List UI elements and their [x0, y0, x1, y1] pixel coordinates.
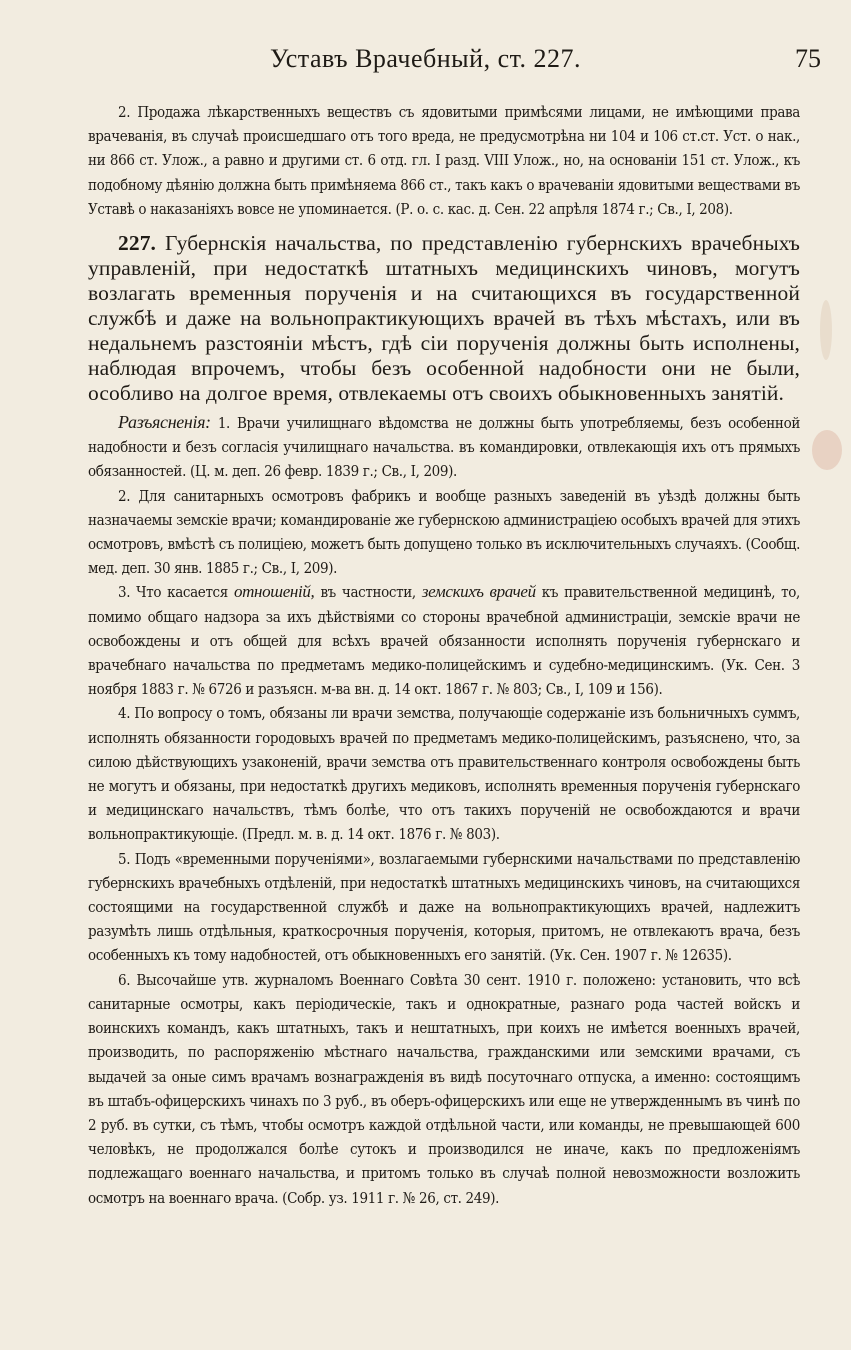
paper-stain: [812, 430, 842, 470]
page-header: [0, 40, 851, 80]
explanation-3-part-c: къ правительственной медицинѣ, то, помимо общаго надзора за ихъ дѣйствіями со стороны врачебной администраціи, земскіе врачи не освобождены и отъ общей для всѣхъ врачей обязанности исполнять порученія губернскаго и врачебнаго начальства по предметамъ медико-полицейскимъ и судебно-медицинскимъ. (Ук. Сен. 3 ноября 1883 г. № 6726 и разъясн. м-ва вн. д. 14 окт. 1867 г. № 803; Св., I, 109 и 156).: [88, 583, 800, 699]
explanation-4: 4. По вопросу о томъ, обязаны ли врачи земства, получающіе содержаніе изъ больничныхъ суммъ, исполнять обязанности городовыхъ врачей по предметамъ медико-полицейскимъ, разъяснено, что, за силою дѣйствующихъ узаконеній, врачи земства отъ правительственнаго контроля освобождены быть не могутъ и обязаны, при недостаткѣ другихъ медиковъ, исполнять временныя порученія губернскаго и медицинскаго начальствъ, тѣмъ болѣе, что отъ такихъ порученій не освобождаются и врачи вольнопрактикующіе. (Предл. м. в. д. 14 окт. 1876 г. № 803).: [88, 704, 800, 844]
explanation-3-part-b: въ частности,: [320, 583, 416, 602]
page-body: [88, 100, 800, 1210]
article-number: 227.: [118, 231, 157, 256]
explanations-label: Разъясненія:: [118, 412, 211, 433]
running-title: Уставъ Врачебный, ст. 227.: [269, 44, 582, 73]
explanation-5: 5. Подъ «временными порученіями», возлагаемыми губернскими начальствами по представленію губернскихъ врачебныхъ отдѣленій, при недостаткѣ штатныхъ медицинскихъ чиновъ, на считающихся состоящими на государственной службѣ и даже на вольнопрактикующихъ врачей, надлежитъ разумѣть лишь отдѣльныя, краткосрочныя порученія, которыя, притомъ, не отвлекаютъ врача, безъ особенныхъ къ тому надобностей, отъ обыкновенныхъ его занятій. (Ук. Сен. 1907 г. № 12635).: [88, 849, 800, 965]
explanation-2: 2. Для санитарныхъ осмотровъ фабрикъ и вообще разныхъ заведеній въ уѣздѣ должны быть назначаемы земскіе врачи; командированіе же губернскою администраціею особыхъ врачей для этихъ осмотровъ, вмѣстѣ съ полиціею, можетъ быть допущено только въ исключительныхъ случаяхъ. (Сообщ. мед. деп. 30 янв. 1885 г.; Св., I, 209).: [88, 486, 800, 578]
explanation-3-italic-1: отношеній,: [233, 582, 315, 602]
page-number: 75: [795, 44, 821, 73]
explanation-1: [88, 410, 800, 484]
article-227: [88, 231, 800, 406]
explanation-3-italic-2: земскихъ врачей: [421, 582, 536, 602]
explanation-1-text: 1. Врачи училищнаго вѣдомства не должны быть употребляемы, безъ особенной надобности и безъ согласія училищнаго начальства. въ командировки, отвлекающія ихъ отъ прямыхъ обязанностей. (Ц. м. деп. 26 февр. 1839 г.; Св., I, 209).: [88, 414, 800, 481]
explanation-6: 6. Высочайше утв. журналомъ Военнаго Совѣта 30 сент. 1910 г. положено: установить, что всѣ санитарные осмотры, какъ періодическіе, такъ и однократные, разнаго рода частей войскъ и воинскихъ командъ, какъ штатныхъ, такъ и нештатныхъ, при коихъ не имѣется военныхъ врачей, производить, по распоряженію мѣстнаго начальства, гражданскими или земскими врачами, съ выдачей за оные симъ врачамъ вознагражденія въ видѣ посуточнаго отпуска, а именно: состоящимъ въ штабъ-офицерскихъ чинахъ по 3 руб., въ оберъ-офицерскихъ или еще не утвержденнымъ въ чинѣ по 2 руб. въ сутки, съ тѣмъ, чтобы осмотръ каждой отдѣльной части, или команды, не превышающей 600 человѣкъ, не продолжался болѣе сутокъ и производился не иначе, какъ по предложеніямъ подлежащаго военнаго начальства, и притомъ только въ случаѣ полной невозможности возложить осмотръ на военнаго врача. (Собр. уз. 1911 г. № 26, ст. 249).: [88, 970, 800, 1207]
article-text: Губернскія начальства, по представленію губернскихъ врачебныхъ управленій, при недостаткѣ штатныхъ медицинскихъ чиновъ, могутъ возлагать временныя порученія и на считающихся въ государственной службѣ и даже на вольнопрактикующихъ врачей въ тѣхъ мѣстахъ, или въ недальнемъ разстояніи мѣстъ, гдѣ сіи порученія должны быть исполнены, наблюдая впрочемъ, чтобы безъ особенной надобности они не были, особливо на долгое время, отвлекаемы отъ своихъ обыкновенныхъ занятій.: [88, 231, 800, 406]
paper-stain-small: [820, 300, 832, 360]
explanation-3: [88, 580, 800, 701]
explanation-3-part-a: 3. Что касается: [118, 583, 228, 602]
note-2: 2. Продажа лѣкарственныхъ веществъ съ ядовитыми примѣсями лицами, не имѣющими права врачеванія, въ случаѣ происшедшаго отъ того вреда, не предусмотрѣна ни 104 и 106 ст.ст. Уст. о нак., ни 866 ст. Улож., а равно и другими ст. 6 отд. гл. I разд. VIII Улож., но, на основаніи 151 ст. Улож., къ подобному дѣянію должна быть примѣняема 866 ст., такъ какъ о врачеваніи ядовитыми веществами въ Уставѣ о наказаніяхъ вовсе не упоминается. (Р. о. с. кас. д. Сен. 22 апрѣля 1874 г.; Св., I, 208).: [88, 103, 800, 218]
